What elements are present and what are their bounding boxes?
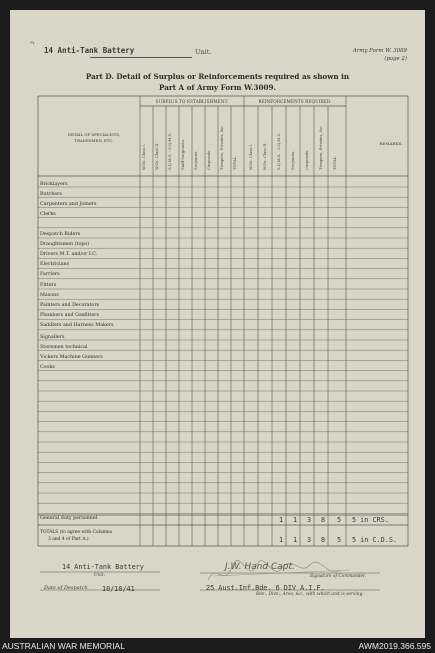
reinf-col-troopers: Troopers, Privates, &c. xyxy=(318,125,323,170)
row-painters: Painters and Decorators xyxy=(40,303,100,308)
title-line-1: Part D. Detail of Surplus or Reinforcements required as shown in xyxy=(85,72,350,81)
footer-unit-name: 14 Anti-Tank Battery xyxy=(62,563,144,571)
row-totals-line-1: TOTALS (to agree with Columns xyxy=(40,530,112,535)
tot-sqms: 3 xyxy=(307,536,312,544)
title-line-2: Part A of Army Form W.3009. xyxy=(159,83,276,93)
caption-right: AWM2019.366.595 xyxy=(358,641,431,651)
row-general-duty: General duty personnel xyxy=(40,516,98,521)
reinforcements-heading: REINFORCEMENTS REQUIRED. xyxy=(258,99,332,104)
tot-wo1: 1 xyxy=(279,536,284,544)
reinf-col-sqms: S.Q.M.S. - C.Q.M.S. xyxy=(276,132,281,170)
row-clerks: Clerks xyxy=(40,212,56,217)
row-lines xyxy=(38,187,408,513)
caption-bar xyxy=(0,638,435,653)
date-label: Date of Despatch xyxy=(44,585,88,591)
form-sheet xyxy=(10,10,425,638)
date-value: 10/10/41 xyxy=(102,585,135,593)
reinf-col-wo2: W.Os. Class II. xyxy=(262,142,267,170)
row-despatch-riders: Despatch Riders xyxy=(40,232,81,237)
row-electricians: Electricians xyxy=(40,262,69,267)
detail-heading xyxy=(40,132,148,144)
surplus-col-total: TOTAL. xyxy=(232,155,237,170)
tot-wo2: 1 xyxy=(293,536,298,544)
surplus-col-wo1: W.Os. Class I. xyxy=(141,143,146,170)
form-number-text: Army Form W. 3009 xyxy=(352,48,407,54)
row-fitters: Fitters xyxy=(40,283,57,288)
row-bricklayers: Bricklayers xyxy=(40,182,68,187)
caption-left: AUSTRALIAN WAR MEMORIAL xyxy=(2,641,125,651)
reinf-col-total: TOTAL. xyxy=(332,155,337,170)
row-saddlers: Saddlers and Harness Makers xyxy=(40,323,114,328)
unit-label: Unit. xyxy=(195,48,212,56)
gd-wo2: 1 xyxy=(293,516,298,524)
row-cooks: Cooks xyxy=(40,365,55,370)
tot-troopers: 8 xyxy=(321,536,326,544)
row-draughtsmen: Draughtsmen (topo) xyxy=(40,242,90,247)
reinf-col-sgt: Serjeants. xyxy=(290,150,295,170)
detail-heading-line-1: DETAIL OF SPECIALISTS, xyxy=(67,132,121,137)
row-masons: Masons xyxy=(40,293,59,298)
row-storemen: Storemen technical xyxy=(40,345,88,350)
signature-label: Signature of Commander. xyxy=(310,574,366,579)
row-farriers: Farriers xyxy=(40,272,60,277)
tot-remark: 5 in C.D.S. xyxy=(352,536,398,544)
gd-wo1: 1 xyxy=(279,516,284,524)
row-vickers-gunners: Vickers Machine Gunners xyxy=(40,355,103,360)
reinf-col-wo1: W.Os. Class I. xyxy=(248,143,253,170)
detail-heading-line-2: TRADESMEN, ETC. xyxy=(74,137,114,143)
formation-label: Bde., Divn., Area, &c., with which unit is serving. xyxy=(256,592,364,597)
surplus-col-sqms: S.Q.M.S. - C.Q.M.S. xyxy=(167,132,172,170)
tot-total: 5 xyxy=(337,536,342,544)
gd-troopers: 8 xyxy=(321,516,326,524)
row-drivers: Drivers M.T. and/or I.C. xyxy=(40,252,98,257)
gd-total: 5 xyxy=(337,516,342,524)
row-totals-line-2: 3 and 4 of Part A.) xyxy=(48,537,89,542)
row-butchers: Butchers xyxy=(40,192,62,197)
commander-signature: J.W. Hand Capt. xyxy=(225,562,295,572)
surplus-col-staff-sgt: Staff-Sergeants. xyxy=(180,139,185,170)
footer-unit-label: Unit. xyxy=(94,573,105,578)
formation-name: 25 Aust.Inf.Bde. 6 DIV A.I.F. xyxy=(206,584,325,592)
surplus-col-troopers: Troopers, Privates, &c. xyxy=(219,125,224,170)
page-number: (page 2) xyxy=(384,55,407,62)
row-carpenters: Carpenters and Joiners xyxy=(40,202,97,207)
surplus-heading: SURPLUS TO ESTABLISHMENT. xyxy=(155,99,229,104)
surplus-col-wo2: W.Os. Class II. xyxy=(154,142,159,170)
gd-remark: 5 in CRS. xyxy=(352,516,389,524)
unit-name: 14 Anti-Tank Battery xyxy=(44,46,135,55)
row-signallers: Signallers xyxy=(40,335,65,340)
reinf-col-cpl: Corporals. xyxy=(304,149,309,170)
remarks-heading: REMARKS. xyxy=(379,141,403,146)
corner-mark: ↷ xyxy=(30,40,36,47)
surplus-col-cpl: Corporals. xyxy=(206,149,211,170)
row-plumbers: Plumbers and Gasfitters xyxy=(40,313,99,318)
surplus-col-sgt: Serjeants. xyxy=(193,150,198,170)
gd-sqms: 3 xyxy=(307,516,312,524)
